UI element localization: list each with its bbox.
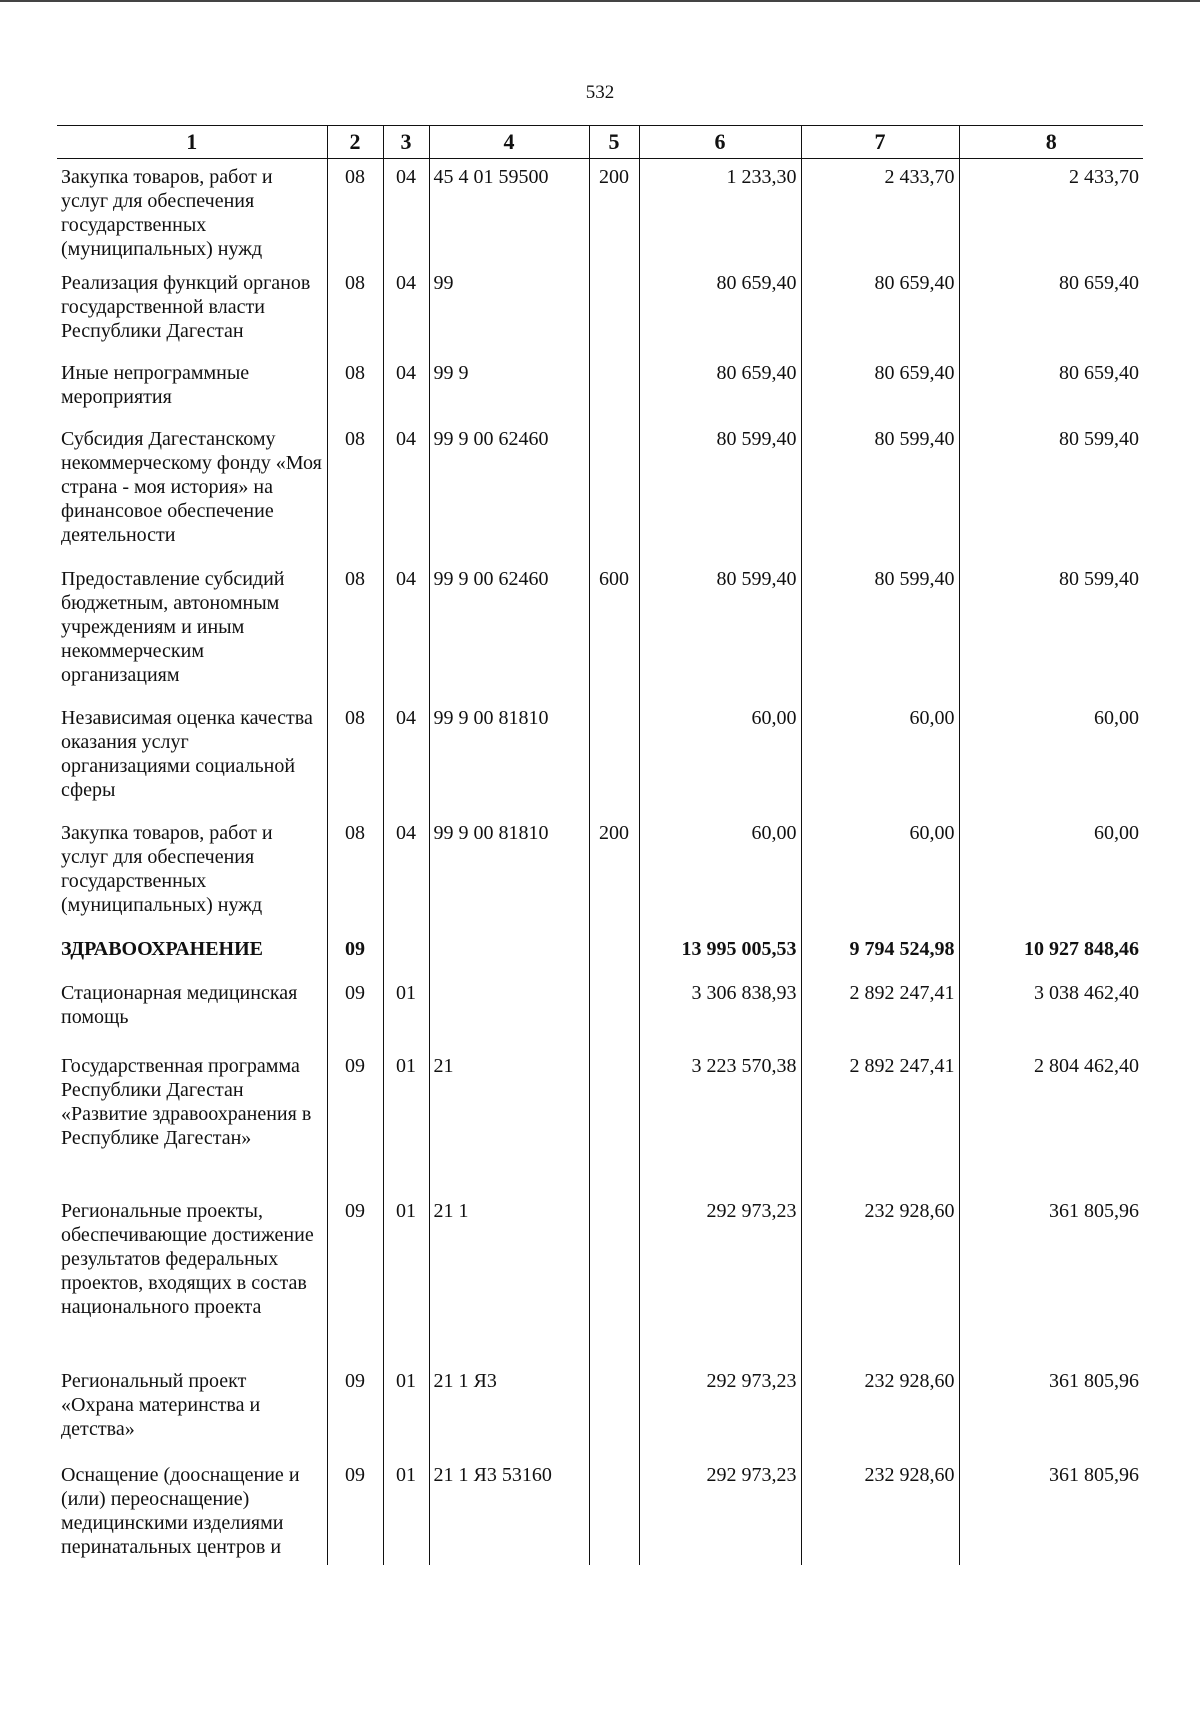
- table-row: [57, 265, 1143, 355]
- row-value-7: 80 659,40: [801, 265, 959, 355]
- row-section: 09: [327, 1193, 383, 1363]
- row-value-6: 292 973,23: [639, 1457, 801, 1565]
- row-value-8: 3 038 462,40: [959, 975, 1143, 1048]
- row-value-8: 2 804 462,40: [959, 1048, 1143, 1193]
- row-subsection: 01: [383, 1363, 429, 1457]
- header-col-3: 3: [383, 126, 429, 159]
- row-target-article: [429, 975, 589, 1048]
- row-name: Региональные проекты, обеспечивающие достижение результатов федеральных проектов, входящих в состав национального проекта: [57, 1193, 327, 1363]
- row-section: 08: [327, 265, 383, 355]
- row-target-article: 99 9 00 81810: [429, 700, 589, 815]
- row-target-article: 99 9: [429, 355, 589, 421]
- header-col-6: 6: [639, 126, 801, 159]
- row-value-8: 60,00: [959, 815, 1143, 931]
- row-name: Реализация функций органов государственной власти Республики Дагестан: [57, 265, 327, 355]
- row-value-7: 232 928,60: [801, 1457, 959, 1565]
- row-expense-type: 600: [589, 561, 639, 700]
- table-row: [57, 1193, 1143, 1363]
- table-row: [57, 421, 1143, 561]
- row-name: Региональный проект «Охрана материнства и детства»: [57, 1363, 327, 1457]
- row-section: 09: [327, 975, 383, 1048]
- row-expense-type: [589, 355, 639, 421]
- header-col-7: 7: [801, 126, 959, 159]
- row-name: Закупка товаров, работ и услуг для обеспечения государственных (муниципальных) нужд: [57, 159, 327, 265]
- row-target-article: 99 9 00 62460: [429, 561, 589, 700]
- row-subsection: 04: [383, 421, 429, 561]
- row-subsection: 04: [383, 265, 429, 355]
- row-value-6: 60,00: [639, 700, 801, 815]
- row-subsection: 01: [383, 1457, 429, 1565]
- row-expense-type: 200: [589, 159, 639, 265]
- table-row: [57, 355, 1143, 421]
- header-col-5: 5: [589, 126, 639, 159]
- row-value-7: 60,00: [801, 700, 959, 815]
- row-name: Субсидия Дагестанскому некоммерческому фонду «Моя страна - моя история» на финансовое обеспечение деятельности: [57, 421, 327, 561]
- row-expense-type: [589, 931, 639, 975]
- table-body: [57, 159, 1143, 1565]
- row-name: Предоставление субсидий бюджетным, автономным учреждениям и иным некоммерческим организациям: [57, 561, 327, 700]
- row-value-8: 361 805,96: [959, 1363, 1143, 1457]
- row-value-7: 2 892 247,41: [801, 975, 959, 1048]
- table-row: [57, 159, 1143, 265]
- row-name: Стационарная медицинская помощь: [57, 975, 327, 1048]
- row-subsection: 01: [383, 975, 429, 1048]
- table-row: [57, 1457, 1143, 1565]
- table-header: [57, 126, 1143, 159]
- row-value-7: 9 794 524,98: [801, 931, 959, 975]
- row-value-7: 232 928,60: [801, 1363, 959, 1457]
- row-expense-type: [589, 700, 639, 815]
- row-section: 08: [327, 421, 383, 561]
- row-target-article: 99: [429, 265, 589, 355]
- row-name: Закупка товаров, работ и услуг для обеспечения государственных (муниципальных) нужд: [57, 815, 327, 931]
- row-value-8: 80 599,40: [959, 421, 1143, 561]
- row-subsection: [383, 931, 429, 975]
- row-value-6: 292 973,23: [639, 1193, 801, 1363]
- row-name: ЗДРАВООХРАНЕНИЕ: [57, 931, 327, 975]
- row-subsection: 01: [383, 1193, 429, 1363]
- row-target-article: 21 1 Я3 53160: [429, 1457, 589, 1565]
- table-row: [57, 815, 1143, 931]
- row-section: 09: [327, 1048, 383, 1193]
- row-section: 09: [327, 1457, 383, 1565]
- row-value-8: 361 805,96: [959, 1457, 1143, 1565]
- header-col-4: 4: [429, 126, 589, 159]
- row-section: 08: [327, 815, 383, 931]
- page-number: 532: [585, 82, 615, 103]
- row-target-article: 21 1 Я3: [429, 1363, 589, 1457]
- row-expense-type: [589, 1363, 639, 1457]
- row-expense-type: [589, 1048, 639, 1193]
- table-row: [57, 700, 1143, 815]
- row-name: Государственная программа Республики Дагестан «Развитие здравоохранения в Республике Дагестан»: [57, 1048, 327, 1193]
- header-col-1: 1: [57, 126, 327, 159]
- row-value-7: 2 892 247,41: [801, 1048, 959, 1193]
- row-subsection: 04: [383, 561, 429, 700]
- row-value-6: 3 306 838,93: [639, 975, 801, 1048]
- header-col-2: 2: [327, 126, 383, 159]
- row-expense-type: [589, 975, 639, 1048]
- row-value-8: 80 659,40: [959, 355, 1143, 421]
- row-value-6: 80 599,40: [639, 421, 801, 561]
- row-expense-type: [589, 1193, 639, 1363]
- row-target-article: 45 4 01 59500: [429, 159, 589, 265]
- row-target-article: [429, 931, 589, 975]
- table-row-section-total: [57, 931, 1143, 975]
- row-name: Оснащение (дооснащение и (или) переоснащение) медицинскими изделиями перинатальных центров и: [57, 1457, 327, 1565]
- row-value-6: 80 599,40: [639, 561, 801, 700]
- row-expense-type: [589, 265, 639, 355]
- row-value-7: 80 599,40: [801, 421, 959, 561]
- row-section: 08: [327, 355, 383, 421]
- row-value-8: 361 805,96: [959, 1193, 1143, 1363]
- row-expense-type: 200: [589, 815, 639, 931]
- table-row: [57, 561, 1143, 700]
- row-expense-type: [589, 1457, 639, 1565]
- row-value-6: 60,00: [639, 815, 801, 931]
- row-value-7: 80 659,40: [801, 355, 959, 421]
- row-subsection: 04: [383, 700, 429, 815]
- row-name: Независимая оценка качества оказания услуг организациями социальной сферы: [57, 700, 327, 815]
- budget-table: [57, 125, 1143, 1565]
- table-row: [57, 975, 1143, 1048]
- row-subsection: 04: [383, 815, 429, 931]
- row-value-6: 292 973,23: [639, 1363, 801, 1457]
- row-value-7: 80 599,40: [801, 561, 959, 700]
- top-border-line: [0, 0, 1200, 2]
- header-row: [57, 126, 1143, 159]
- row-value-8: 10 927 848,46: [959, 931, 1143, 975]
- row-value-8: 2 433,70: [959, 159, 1143, 265]
- row-section: 09: [327, 931, 383, 975]
- row-section: 08: [327, 561, 383, 700]
- table-row: [57, 1363, 1143, 1457]
- row-value-8: 80 599,40: [959, 561, 1143, 700]
- row-subsection: 04: [383, 159, 429, 265]
- row-section: 08: [327, 700, 383, 815]
- header-col-8: 8: [959, 126, 1143, 159]
- row-expense-type: [589, 421, 639, 561]
- row-value-8: 60,00: [959, 700, 1143, 815]
- row-value-7: 2 433,70: [801, 159, 959, 265]
- row-value-6: 80 659,40: [639, 265, 801, 355]
- row-value-8: 80 659,40: [959, 265, 1143, 355]
- row-target-article: 99 9 00 62460: [429, 421, 589, 561]
- row-target-article: 21 1: [429, 1193, 589, 1363]
- row-value-7: 60,00: [801, 815, 959, 931]
- row-value-6: 80 659,40: [639, 355, 801, 421]
- row-section: 08: [327, 159, 383, 265]
- row-value-6: 3 223 570,38: [639, 1048, 801, 1193]
- row-target-article: 99 9 00 81810: [429, 815, 589, 931]
- table-row: [57, 1048, 1143, 1193]
- row-subsection: 01: [383, 1048, 429, 1193]
- row-value-7: 232 928,60: [801, 1193, 959, 1363]
- row-value-6: 1 233,30: [639, 159, 801, 265]
- row-target-article: 21: [429, 1048, 589, 1193]
- row-value-6: 13 995 005,53: [639, 931, 801, 975]
- row-section: 09: [327, 1363, 383, 1457]
- row-subsection: 04: [383, 355, 429, 421]
- row-name: Иные непрограммные мероприятия: [57, 355, 327, 421]
